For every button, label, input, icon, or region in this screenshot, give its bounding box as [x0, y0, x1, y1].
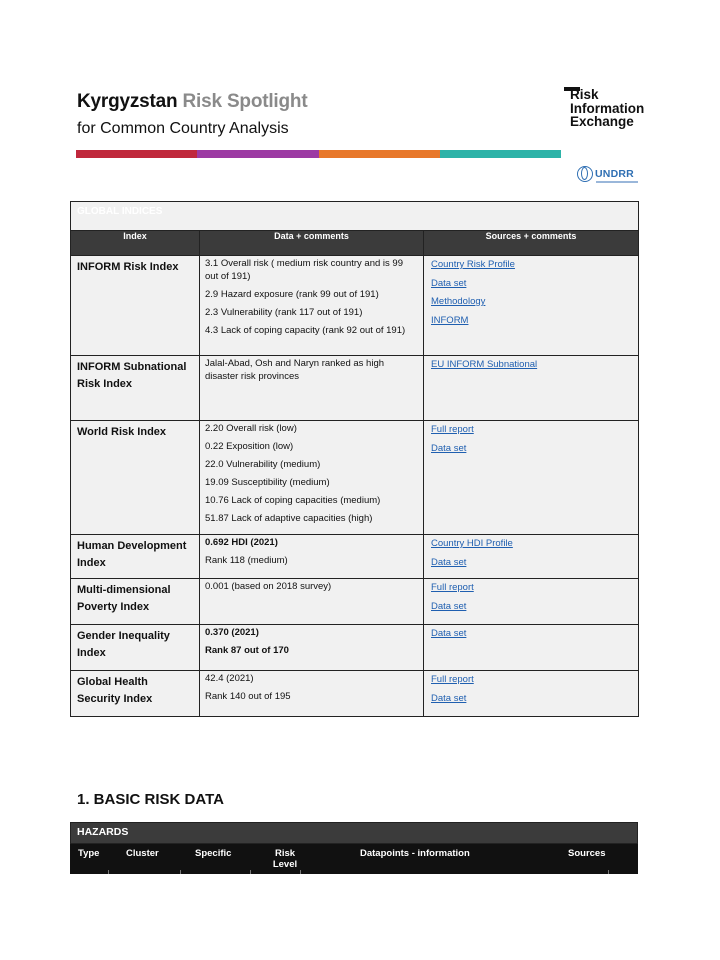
data-line: 2.9 Hazard exposure (rank 99 out of 191) — [205, 288, 379, 300]
data-line: Jalal-Abad, Osh and Naryn ranked as high disaster risk provinces — [205, 358, 385, 382]
stripe-segment — [440, 150, 561, 158]
title-accent: Risk Spotlight — [182, 91, 308, 112]
logo-line: Exchange — [570, 114, 634, 129]
table-row — [71, 535, 639, 579]
source-link[interactable]: Data set — [431, 600, 467, 612]
index-name: World Risk Index — [71, 421, 200, 535]
data-line: 0.370 (2021) — [205, 627, 259, 638]
data-line: 10.76 Lack of coping capacities (medium) — [205, 495, 381, 506]
page-title — [77, 91, 307, 113]
source-link[interactable]: Full report — [431, 674, 474, 685]
global-indices-header: GLOBAL INDICES — [71, 202, 639, 231]
source-link[interactable]: Data set — [431, 556, 467, 568]
stripe-segment — [319, 150, 440, 158]
data-line: 0.22 Exposition (low) — [205, 441, 294, 452]
page-subtitle: for Common Country Analysis — [77, 120, 289, 137]
data-comments-cell — [200, 421, 424, 535]
data-line: 0.692 HDI (2021) — [205, 537, 278, 548]
source-link[interactable]: INFORM — [431, 314, 469, 326]
source-link[interactable]: Methodology — [431, 296, 486, 307]
data-line: Rank 118 (medium) — [205, 555, 288, 566]
sources-cell — [424, 256, 639, 356]
hazards-column-header: Risk Level — [272, 848, 298, 870]
source-link[interactable]: Data set — [431, 442, 467, 454]
data-comments-cell — [200, 579, 424, 625]
source-link[interactable]: Full report — [431, 582, 474, 593]
sources-cell — [424, 625, 639, 671]
column-header: Index — [71, 231, 200, 256]
table-row — [71, 579, 639, 625]
data-line: 2.20 Overall risk (low) — [205, 423, 297, 434]
risk-information-exchange-logo — [563, 84, 658, 132]
data-line: 3.1 Overall risk ( medium risk country and is 99 out of 191) — [205, 258, 403, 282]
logo-line: Information — [570, 100, 645, 116]
index-name: Human Development Index — [71, 535, 200, 579]
index-name: Multi-dimensional Poverty Index — [71, 579, 200, 625]
index-name: Global Health Security Index — [71, 671, 200, 717]
logo-line: Risk — [570, 87, 599, 102]
source-link[interactable]: Data set — [431, 628, 467, 639]
logo-text — [570, 88, 644, 129]
sources-cell — [424, 579, 639, 625]
column-separator — [180, 870, 181, 874]
hazards-column-header: Sources — [568, 848, 606, 859]
hazards-header: HAZARDS — [70, 822, 638, 844]
data-line: 42.4 (2021) — [205, 673, 254, 684]
column-header: Sources + comments — [424, 231, 639, 256]
column-separator — [608, 870, 609, 874]
stripe-segment — [197, 150, 318, 158]
hazards-column-header: Type — [78, 848, 100, 859]
sources-cell — [424, 356, 639, 421]
sources-cell — [424, 535, 639, 579]
data-line: 2.3 Vulnerability (rank 117 out of 191) — [205, 306, 363, 318]
index-name: INFORM Subnational Risk Index — [71, 356, 200, 421]
data-line: Rank 87 out of 170 — [205, 645, 289, 656]
un-globe-icon — [577, 166, 593, 182]
data-line: 0.001 (based on 2018 survey) — [205, 581, 332, 592]
data-line: 51.87 Lack of adaptive capacities (high) — [205, 513, 373, 524]
section-title: 1. BASIC RISK DATA — [77, 791, 224, 808]
data-comments-cell — [200, 671, 424, 717]
data-line: 4.3 Lack of coping capacity (rank 92 out of 191) — [205, 324, 406, 336]
column-separator — [250, 870, 251, 874]
source-link[interactable]: EU INFORM Subnational — [431, 359, 538, 370]
hazards-column-header: Datapoints - information — [360, 848, 470, 859]
hazards-table — [70, 822, 638, 874]
source-link[interactable]: Data set — [431, 277, 467, 289]
column-header: Data + comments — [200, 231, 424, 256]
source-link[interactable]: Country HDI Profile — [431, 538, 513, 549]
hazards-column-header: Specific — [195, 848, 232, 859]
data-line: 19.09 Susceptibility (medium) — [205, 477, 330, 488]
data-comments-cell — [200, 535, 424, 579]
sources-cell — [424, 671, 639, 717]
data-comments-cell — [200, 256, 424, 356]
data-comments-cell — [200, 625, 424, 671]
source-link[interactable]: Country Risk Profile — [431, 259, 515, 270]
sources-cell — [424, 421, 639, 535]
column-header-row — [71, 231, 639, 256]
table-row — [71, 421, 639, 535]
undrr-label: UNDRR — [595, 168, 634, 180]
data-line: Rank 140 out of 195 — [205, 691, 291, 702]
table-row — [71, 671, 639, 717]
stripe-segment — [76, 150, 197, 158]
source-link[interactable]: Full report — [431, 424, 474, 435]
undrr-logo — [577, 165, 639, 189]
index-name: Gender Inequality Index — [71, 625, 200, 671]
table-row — [71, 356, 639, 421]
column-separator — [300, 870, 301, 874]
title-main: Kyrgyzstan — [77, 91, 178, 112]
source-link[interactable]: Data set — [431, 692, 467, 704]
data-line: 22.0 Vulnerability (medium) — [205, 459, 321, 470]
table-row — [71, 256, 639, 356]
global-indices-table — [70, 201, 639, 717]
hazards-column-header: Cluster — [126, 848, 159, 859]
table-row — [71, 625, 639, 671]
hazards-column-headers — [70, 844, 638, 874]
column-separator — [108, 870, 109, 874]
index-name: INFORM Risk Index — [71, 256, 200, 356]
data-comments-cell — [200, 356, 424, 421]
color-stripe — [76, 150, 561, 158]
